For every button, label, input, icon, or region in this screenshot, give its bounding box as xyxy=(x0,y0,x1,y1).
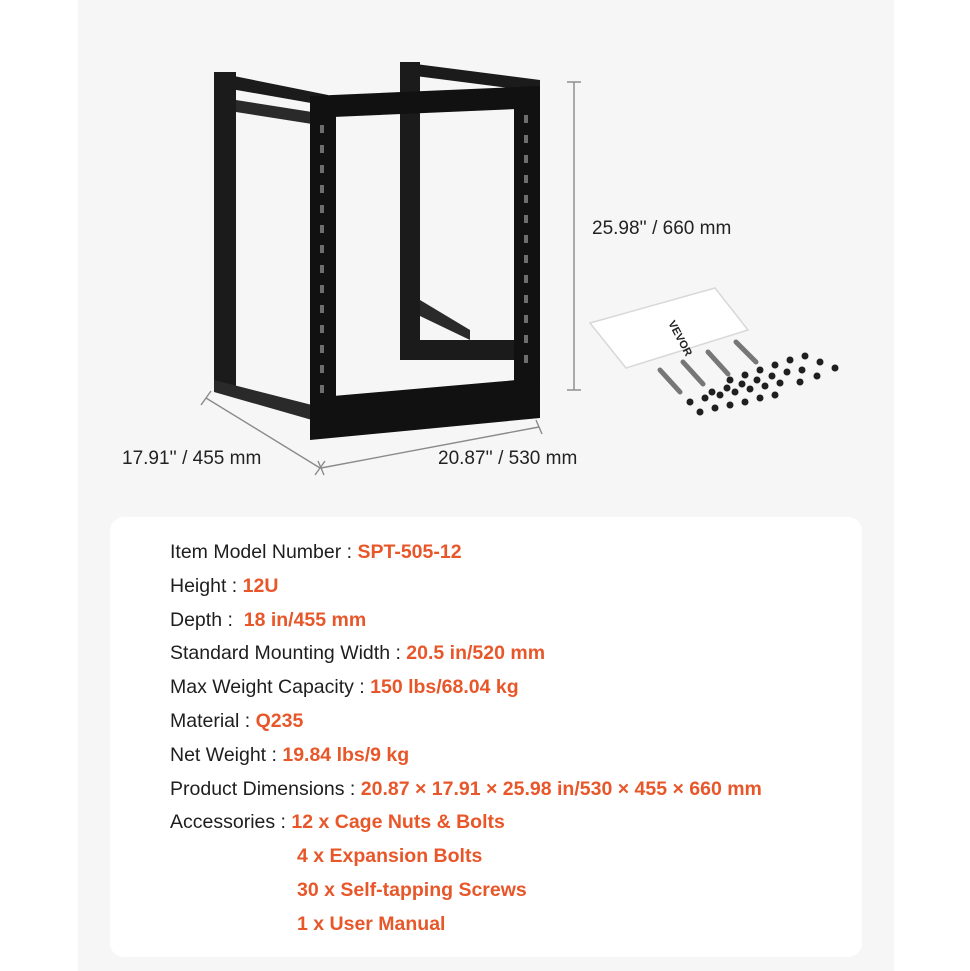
spec-label: Accessories : xyxy=(170,811,292,834)
spec-label: Height : xyxy=(170,574,243,597)
accessory-row xyxy=(170,908,762,942)
accessory-row xyxy=(170,840,762,874)
spec-value: 12U xyxy=(242,574,279,597)
spec-value: 18 in/455 mm xyxy=(243,608,367,631)
spec-value: 19.84 lbs/9 kg xyxy=(282,743,410,766)
rack-front-frame xyxy=(310,86,540,440)
specifications-list xyxy=(170,536,762,942)
depth-dimension-label: 17.91'' / 455 mm xyxy=(122,448,262,469)
accessory-row xyxy=(170,874,762,908)
accessory-item: 12 x Cage Nuts & Bolts xyxy=(291,811,505,834)
spec-value: 20.5 in/520 mm xyxy=(406,642,546,665)
rack-side-bars xyxy=(214,100,470,420)
spec-value: 20.87 × 17.91 × 25.98 in/530 × 455 × 660 mm xyxy=(360,777,762,800)
spec-material xyxy=(170,705,762,739)
spec-accessories xyxy=(170,806,762,840)
spec-net-weight xyxy=(170,739,762,773)
spec-label: Standard Mounting Width : xyxy=(170,642,407,665)
spec-label: Depth : xyxy=(170,608,244,631)
spec-label: Product Dimensions : xyxy=(170,777,361,800)
spec-label: Max Weight Capacity : xyxy=(170,676,371,699)
accessory-item: 1 x User Manual xyxy=(297,912,446,935)
screws-and-cage-nuts xyxy=(687,353,839,416)
spec-value: Q235 xyxy=(255,709,304,732)
spec-value: 150 lbs/68.04 kg xyxy=(370,676,519,699)
accessory-item: 4 x Expansion Bolts xyxy=(297,845,483,868)
spec-depth xyxy=(170,604,762,638)
accessory-item: 30 x Self-tapping Screws xyxy=(297,878,527,901)
spec-mounting-width xyxy=(170,637,762,671)
spec-value: SPT-505-12 xyxy=(357,541,462,563)
height-dimension-label: 25.98'' / 660 mm xyxy=(592,218,732,239)
width-dimension-label: 20.87'' / 530 mm xyxy=(438,448,578,469)
spec-label: Material : xyxy=(170,709,256,732)
spec-product-dimensions xyxy=(170,773,762,807)
spec-label: Item Model Number : xyxy=(170,541,358,563)
manual-brand-text: VEVOR xyxy=(665,318,695,359)
spec-height xyxy=(170,570,762,604)
user-manual-illustration xyxy=(590,288,748,368)
spec-model xyxy=(170,536,762,570)
spec-label: Net Weight : xyxy=(170,743,283,766)
spec-weight-capacity xyxy=(170,671,762,705)
